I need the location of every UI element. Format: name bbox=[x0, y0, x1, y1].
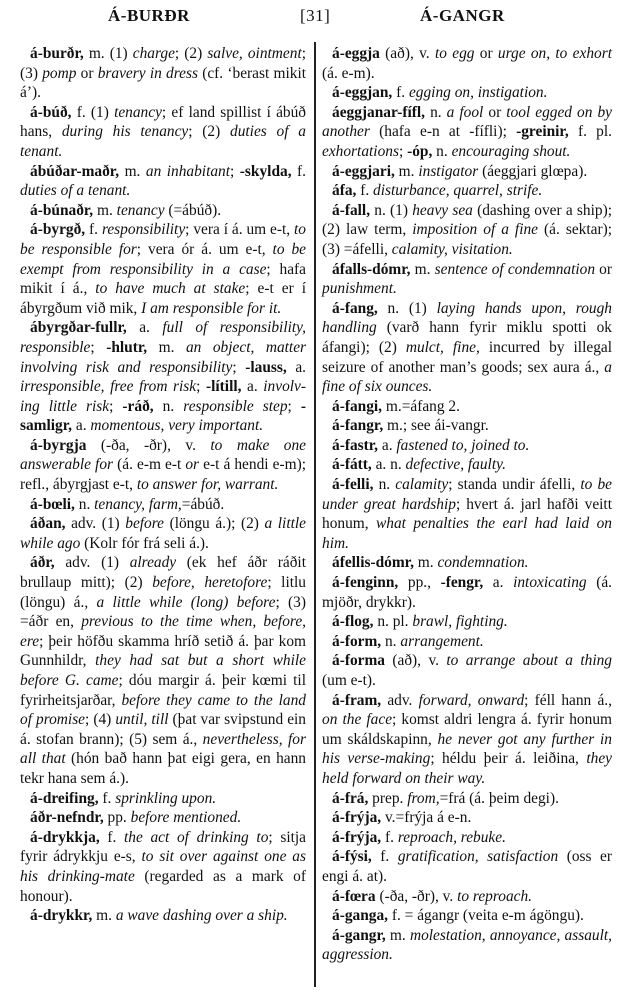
entry-gloss: to be responsible for bbox=[20, 221, 307, 258]
entry-headword: á-búð, bbox=[30, 103, 72, 121]
entry-gloss: to make one answerable for bbox=[20, 436, 306, 474]
running-head-left: Á-BURÐR bbox=[108, 6, 190, 25]
entry-text: (regarded as a mark of honour). bbox=[20, 867, 306, 905]
entry-text: ; (3) bbox=[20, 45, 307, 82]
entry-headword: -lítill, bbox=[205, 378, 242, 396]
entry-gloss: tenancy bbox=[114, 103, 162, 121]
entry-text: ; bbox=[232, 358, 246, 376]
entry-text: f. bbox=[356, 182, 374, 200]
entry-gloss: until, till bbox=[115, 711, 169, 729]
dictionary-entry bbox=[322, 887, 612, 907]
entry-gloss: during his tenancy bbox=[61, 123, 189, 141]
entry-headword: á-eggjan, bbox=[332, 84, 393, 102]
entry-headword: á-frýja, bbox=[332, 828, 382, 846]
right-column bbox=[322, 44, 612, 965]
entry-headword: áfa, bbox=[332, 182, 357, 200]
entry-text: e-t á hendi e-m); refl., ábyrgjast e-t, bbox=[20, 456, 306, 494]
entry-headword: -greinir, bbox=[516, 123, 569, 141]
entry-text: ; bbox=[230, 162, 240, 180]
entry-gloss: a fine of six ounces. bbox=[322, 358, 612, 396]
entry-gloss: a wave dashing over a ship. bbox=[115, 907, 288, 925]
entry-headword: á-burðr, bbox=[30, 45, 84, 62]
entry-headword: áðan, bbox=[30, 515, 66, 533]
dictionary-entry bbox=[322, 260, 612, 299]
entry-gloss: what penalties the earl had laid on him. bbox=[322, 515, 612, 552]
entry-text: a. bbox=[483, 574, 514, 592]
entry-text: a. bbox=[378, 436, 397, 454]
entry-headword: á-fangr, bbox=[332, 417, 384, 435]
entry-text: (að), v. bbox=[385, 652, 447, 670]
entry-text: n. bbox=[373, 476, 396, 494]
entry-gloss: punishment. bbox=[322, 280, 397, 298]
entry-gloss: encouraging shout. bbox=[451, 142, 571, 160]
entry-text: (hón bað hann þat eigi gera, en hann tekr hana sem á.). bbox=[20, 750, 306, 787]
dictionary-entry bbox=[20, 808, 306, 828]
entry-headword: á-ganga, bbox=[332, 907, 389, 925]
entry-text: ; héldu þeir á. leiðina, bbox=[430, 750, 587, 768]
dictionary-entry bbox=[322, 162, 612, 182]
entry-gloss: disturbance, quarrel, strife. bbox=[373, 182, 543, 200]
entry-gloss: before, heretofore bbox=[152, 574, 268, 592]
dictionary-entry bbox=[322, 44, 612, 83]
entry-headword: á-fangi, bbox=[332, 397, 383, 415]
dictionary-entry bbox=[322, 103, 612, 162]
entry-headword: -hlutr, bbox=[106, 338, 148, 356]
entry-text: (þat var svipstund ein á. stofan brann); (5) sem á., bbox=[20, 711, 307, 748]
entry-headword: -fengr, bbox=[440, 574, 484, 592]
entry-headword: á-frýja, bbox=[332, 809, 382, 827]
entry-gloss: before mentioned. bbox=[130, 809, 242, 827]
entry-gloss: before they came to the land of promise bbox=[20, 691, 306, 729]
entry-gloss: a little while ago bbox=[20, 515, 306, 552]
entry-gloss: intoxicating bbox=[513, 574, 587, 592]
entry-text: (-ða, -ðr), v. bbox=[86, 436, 211, 454]
dictionary-entry bbox=[20, 220, 306, 318]
entry-text: (um e-t). bbox=[322, 672, 376, 689]
entry-text: ; (2) bbox=[174, 45, 208, 62]
entry-text: a. bbox=[241, 378, 264, 396]
entry-headword: á-byrgð, bbox=[30, 221, 86, 239]
entry-headword: áfalls-dómr, bbox=[332, 260, 411, 278]
entry-gloss: to be under great hardship bbox=[322, 476, 612, 513]
entry-gloss: from, bbox=[407, 789, 440, 807]
entry-text: ; (4) bbox=[85, 711, 116, 729]
dictionary-entry bbox=[322, 475, 612, 553]
entry-text: f. = ágangr (veita e-m ágöngu). bbox=[388, 907, 584, 925]
entry-gloss: to sit over against one as his drinking-mate bbox=[20, 848, 306, 885]
entry-gloss: fastened to, joined to. bbox=[396, 436, 530, 454]
entry-gloss: sentence of condemnation bbox=[434, 260, 596, 278]
entry-text: adv. (1) bbox=[54, 554, 130, 572]
entry-headword: á-fœra bbox=[332, 887, 376, 905]
entry-gloss: on the face bbox=[322, 711, 393, 729]
entry-headword: á-flog, bbox=[332, 613, 374, 631]
entry-gloss: nevertheless, for all that bbox=[20, 730, 306, 768]
entry-text: f. bbox=[99, 828, 125, 846]
entry-text: (cf. ‘berast mikit á’). bbox=[20, 64, 306, 102]
entry-text: a. bbox=[126, 319, 163, 337]
dictionary-entry bbox=[322, 455, 612, 475]
entry-text: n. bbox=[153, 397, 184, 415]
left-column bbox=[20, 44, 306, 926]
entry-gloss: exhortations bbox=[322, 142, 399, 160]
entry-headword: á-fátt, bbox=[332, 456, 372, 474]
entry-gloss: the act of drinking to bbox=[124, 828, 269, 846]
entry-text: (oss er engi á. at). bbox=[322, 848, 613, 885]
entry-gloss: before bbox=[125, 515, 164, 533]
dictionary-entry bbox=[20, 103, 306, 162]
dictionary-entry bbox=[322, 612, 612, 632]
entry-gloss: calamity, visitation. bbox=[391, 240, 513, 258]
entry-gloss: an object, matter involving risk and responsibility bbox=[20, 338, 307, 376]
entry-headword: á-eggja bbox=[332, 45, 380, 62]
entry-gloss: a fool bbox=[446, 103, 484, 121]
entry-gloss: urge on, to exhort bbox=[497, 45, 612, 62]
entry-text: ; sitja fyrir ádrykkju e-s, bbox=[20, 828, 306, 866]
dictionary-entry bbox=[20, 44, 306, 103]
entry-headword: áðr-nefndr, bbox=[30, 809, 104, 827]
entry-text: (varð hann fyrir miklu spotti ok áfangi); (2) bbox=[322, 319, 612, 356]
entry-gloss: gratification, satisfaction bbox=[397, 848, 559, 866]
entry-text: ; bbox=[287, 397, 301, 415]
entry-gloss: tenancy, farm, bbox=[94, 495, 182, 513]
entry-text: f. (1) bbox=[71, 103, 115, 121]
entry-text: (á. mjöðr, drykkr). bbox=[322, 574, 613, 611]
entry-gloss: already bbox=[129, 554, 177, 572]
entry-headword: á-gangr, bbox=[332, 926, 386, 944]
entry-text: ; dóu margir á. þeir kœmi til fyrirheitsjarðar, bbox=[20, 672, 306, 709]
entry-text: n. (1) bbox=[377, 299, 437, 317]
entry-gloss: irresponsible, free from risk bbox=[20, 378, 197, 396]
entry-text: ; bbox=[90, 338, 107, 356]
entry-gloss: defective, faulty. bbox=[405, 456, 506, 474]
entry-gloss: momentous, very important. bbox=[90, 417, 264, 435]
entry-text: or bbox=[595, 260, 613, 278]
entry-text: ; bbox=[196, 378, 206, 396]
entry-text: ; vera í á. um e-t, bbox=[185, 221, 295, 239]
entry-text: f. bbox=[85, 221, 102, 239]
dictionary-entry bbox=[20, 162, 306, 201]
entry-text: prep. bbox=[368, 789, 408, 807]
entry-gloss: a little while (long) before bbox=[96, 593, 276, 611]
entry-text: n. (1) bbox=[370, 201, 413, 219]
entry-text: f. bbox=[98, 789, 116, 807]
entry-headword: á-fýsi, bbox=[332, 848, 372, 866]
entry-headword: áeggjanar-fífl, bbox=[332, 103, 426, 121]
entry-gloss: an inhabitant bbox=[145, 162, 231, 180]
dictionary-entry bbox=[322, 906, 612, 926]
entry-text: ; standa undir áfelli, bbox=[448, 476, 581, 494]
entry-text: =ábúð. bbox=[181, 495, 225, 513]
entry-gloss: sprinkling upon. bbox=[115, 789, 217, 807]
entry-gloss: to egg bbox=[434, 45, 475, 62]
entry-text: (áeggjari glœpa). bbox=[478, 162, 588, 180]
entry-text: m. bbox=[385, 926, 410, 944]
entry-headword: á-eggjari, bbox=[332, 162, 395, 180]
entry-headword: á-forma bbox=[332, 652, 385, 670]
entry-headword: áðr, bbox=[30, 554, 55, 572]
entry-text: =frá (á. þeim degi). bbox=[439, 789, 559, 807]
entry-headword: áfellis-dómr, bbox=[332, 554, 414, 572]
entry-gloss: condemnation. bbox=[437, 554, 529, 572]
entry-gloss: he never got any further in his verse-making bbox=[322, 730, 613, 768]
entry-headword: -lauss, bbox=[245, 358, 287, 376]
entry-text: ; þeir höfðu skamma hríð setið á. þar kom Gunnhildr, bbox=[20, 632, 306, 670]
entry-text: v.=frýja á e-n. bbox=[381, 809, 472, 827]
dictionary-entry bbox=[20, 436, 306, 495]
entry-text: f. bbox=[371, 848, 398, 866]
entry-gloss: arrangement. bbox=[400, 632, 484, 650]
dictionary-entry bbox=[322, 83, 612, 103]
entry-headword: á-frá, bbox=[332, 789, 369, 807]
entry-text: ; féll hann á., bbox=[524, 691, 612, 709]
entry-gloss: responsibility bbox=[101, 221, 186, 239]
entry-text: (löngu á.); (2) bbox=[164, 515, 265, 533]
entry-headword: á-fenginn, bbox=[332, 574, 399, 592]
dictionary-entry bbox=[322, 416, 612, 436]
entry-text: a. n. bbox=[371, 456, 406, 474]
entry-text: m. bbox=[93, 201, 117, 219]
dictionary-entry bbox=[20, 906, 306, 926]
entry-text: a. bbox=[286, 358, 307, 376]
entry-text: (á. sektar); (3) =áfelli, bbox=[322, 221, 612, 258]
dictionary-entry bbox=[20, 495, 306, 515]
dictionary-entry bbox=[322, 808, 612, 828]
entry-text: ; hafa mikit í á., bbox=[20, 260, 306, 298]
dictionary-entry bbox=[322, 789, 612, 809]
entry-gloss: to have much at stake bbox=[95, 280, 246, 298]
entry-gloss: egging on, instigation. bbox=[408, 84, 548, 102]
entry-gloss: duties of a tenant. bbox=[20, 123, 306, 160]
entry-text: or bbox=[76, 64, 98, 82]
entry-headword: á-fall, bbox=[332, 201, 371, 219]
entry-gloss: instigator bbox=[418, 162, 479, 180]
entry-gloss: to be exempt from responsibility in a case bbox=[20, 240, 306, 278]
entry-text: (á. e-m). bbox=[322, 64, 375, 82]
dictionary-entry bbox=[322, 828, 612, 848]
entry-gloss: they held forward on their way. bbox=[322, 750, 612, 787]
entry-text: (að), v. bbox=[379, 45, 435, 62]
entry-text: (hafa e-n at -fífli); bbox=[369, 123, 517, 141]
entry-text: m. bbox=[92, 907, 116, 925]
entry-text: ; komst aldri lengra á. fyrir honum um skáldskapinn, bbox=[322, 711, 612, 748]
entry-text: m. bbox=[147, 338, 186, 356]
entry-headword: ábyrgðar-fullr, bbox=[30, 319, 127, 337]
entry-text: (ek hef áðr ráðit brullaup mitt); (2) bbox=[20, 554, 306, 592]
entry-text: (dashing over a ship); (2) law term, bbox=[322, 201, 612, 239]
entry-headword: á-form, bbox=[332, 632, 382, 650]
entry-text: ; hvert á. jarl hafði veitt honum, bbox=[322, 495, 612, 533]
entry-text: (-ða, -ðr), v. bbox=[375, 887, 458, 905]
entry-text: f. pl. bbox=[568, 123, 612, 141]
entry-gloss: full of responsibility, responsible bbox=[20, 319, 306, 356]
entry-text: ; (2) bbox=[188, 123, 231, 141]
entry-headword: á-dreifing, bbox=[30, 789, 99, 807]
dictionary-entry bbox=[20, 318, 306, 436]
entry-text: f. bbox=[392, 84, 409, 102]
entry-gloss: involving little risk bbox=[20, 378, 307, 415]
entry-text: a. bbox=[72, 417, 91, 435]
entry-headword: ábúðar-maðr, bbox=[30, 162, 120, 180]
entry-gloss: responsible step bbox=[183, 397, 288, 415]
entry-gloss: imposition of a fine bbox=[412, 221, 539, 239]
dictionary-entry bbox=[322, 436, 612, 456]
entry-text: incurred by illegal seizure of another man’s goods; sex aura á., bbox=[322, 338, 612, 376]
dictionary-entry bbox=[20, 553, 306, 788]
entry-gloss: previous to the time when, before, ere bbox=[20, 613, 307, 650]
entry-gloss: reproach, rebuke. bbox=[397, 828, 506, 846]
entry-text: n. bbox=[381, 632, 401, 650]
entry-text: ; ef land spillist í ábúð hans, bbox=[20, 103, 306, 141]
dictionary-entry bbox=[322, 847, 612, 886]
entry-text: f. bbox=[291, 162, 307, 180]
entry-gloss: pomp bbox=[42, 64, 77, 82]
entry-text: pp. bbox=[103, 809, 131, 827]
entry-gloss: I am responsible for it. bbox=[141, 299, 282, 317]
entry-gloss: bravery in dress bbox=[97, 64, 198, 82]
entry-gloss: to answer for, warrant. bbox=[136, 476, 279, 494]
entry-text: f. bbox=[381, 828, 398, 846]
entry-gloss: to reproach. bbox=[457, 887, 533, 905]
entry-gloss: molestation, annoyance, assault, aggression. bbox=[322, 926, 612, 964]
dictionary-entry bbox=[20, 514, 306, 553]
entry-text: ; litlu (löngu) á., bbox=[20, 574, 306, 611]
entry-gloss: tool egged on by another bbox=[322, 103, 612, 141]
entry-text: (Kolr fór frá seli á.). bbox=[80, 534, 209, 552]
entry-gloss: charge bbox=[132, 45, 175, 62]
entry-headword: -ráð, bbox=[122, 397, 154, 415]
dictionary-entry bbox=[322, 926, 612, 965]
entry-headword: á-bœli, bbox=[30, 495, 75, 513]
entry-text: m.=áfang 2. bbox=[382, 397, 460, 415]
entry-text: m. (1) bbox=[83, 45, 133, 62]
dictionary-entry bbox=[322, 691, 612, 789]
entry-text: ; (3) =áðr en, bbox=[20, 593, 306, 631]
entry-headword: -skylda, bbox=[239, 162, 292, 180]
entry-gloss: or bbox=[185, 456, 200, 474]
dictionary-entry bbox=[20, 828, 306, 906]
running-head-right: Á-GANGR bbox=[420, 6, 505, 25]
entry-text: n. bbox=[74, 495, 95, 513]
entry-gloss: calamity bbox=[395, 476, 449, 494]
entry-headword: -samligr, bbox=[20, 397, 307, 435]
entry-headword: á-byrgja bbox=[30, 436, 87, 454]
entry-text: (=ábúð). bbox=[164, 201, 222, 219]
dictionary-entry bbox=[322, 201, 612, 260]
page-number: [31] bbox=[300, 6, 331, 25]
entry-gloss: laying hands upon, rough handling bbox=[322, 299, 612, 337]
entry-text: m.; see ái-vangr. bbox=[383, 417, 489, 435]
entry-headword: á-búnaðr, bbox=[30, 201, 94, 219]
entry-headword: á-drykkr, bbox=[30, 907, 93, 925]
dictionary-entry bbox=[322, 573, 612, 612]
entry-gloss: duties of a tenant. bbox=[20, 182, 131, 200]
entry-text: n. bbox=[425, 103, 447, 121]
dictionary-entry bbox=[322, 181, 612, 201]
entry-text: m. bbox=[410, 260, 435, 278]
entry-text: n. bbox=[432, 142, 452, 160]
entry-headword: á-drykkja, bbox=[30, 828, 100, 846]
entry-gloss: heavy sea bbox=[412, 201, 473, 219]
entry-text: m. bbox=[119, 162, 146, 180]
entry-headword: -óp, bbox=[407, 142, 433, 160]
dictionary-entry bbox=[20, 789, 306, 809]
entry-text: or bbox=[474, 45, 498, 62]
entry-headword: á-fram, bbox=[332, 691, 382, 709]
entry-gloss: to arrange about a thing bbox=[446, 652, 612, 670]
entry-gloss: tenancy bbox=[116, 201, 165, 219]
entry-gloss: salve, ointment bbox=[207, 45, 302, 62]
dictionary-entry bbox=[322, 299, 612, 397]
entry-headword: á-felli, bbox=[332, 476, 374, 494]
entry-gloss: mulct, fine, bbox=[405, 338, 480, 356]
dictionary-entry bbox=[322, 397, 612, 417]
entry-headword: á-fastr, bbox=[332, 436, 379, 454]
column-divider bbox=[314, 42, 316, 987]
entry-text: ; bbox=[398, 142, 408, 160]
entry-text: pp., bbox=[398, 574, 441, 592]
dictionary-entry bbox=[20, 201, 306, 221]
entry-text: m. bbox=[394, 162, 419, 180]
entry-text: adv. (1) bbox=[65, 515, 126, 533]
dictionary-entry bbox=[322, 651, 612, 690]
entry-text: ; bbox=[109, 397, 123, 415]
entry-text: m. bbox=[413, 554, 438, 572]
entry-text: or bbox=[483, 103, 507, 121]
entry-gloss: forward, onward bbox=[418, 691, 525, 709]
entry-text: ; vera ór á. um e-t, bbox=[136, 240, 273, 258]
dictionary-entry bbox=[322, 553, 612, 573]
dictionary-entry bbox=[322, 632, 612, 652]
entry-gloss: they had sat but a short while before G. came bbox=[20, 652, 306, 689]
entry-text: adv. bbox=[381, 691, 419, 709]
entry-headword: á-fang, bbox=[332, 299, 378, 317]
entry-text: ; e-t er í ábyrgðum við mik, bbox=[20, 280, 306, 317]
entry-text: (á. e-m e-t bbox=[113, 456, 186, 474]
entry-text: n. pl. bbox=[373, 613, 413, 631]
entry-gloss: brawl, fighting. bbox=[412, 613, 508, 631]
